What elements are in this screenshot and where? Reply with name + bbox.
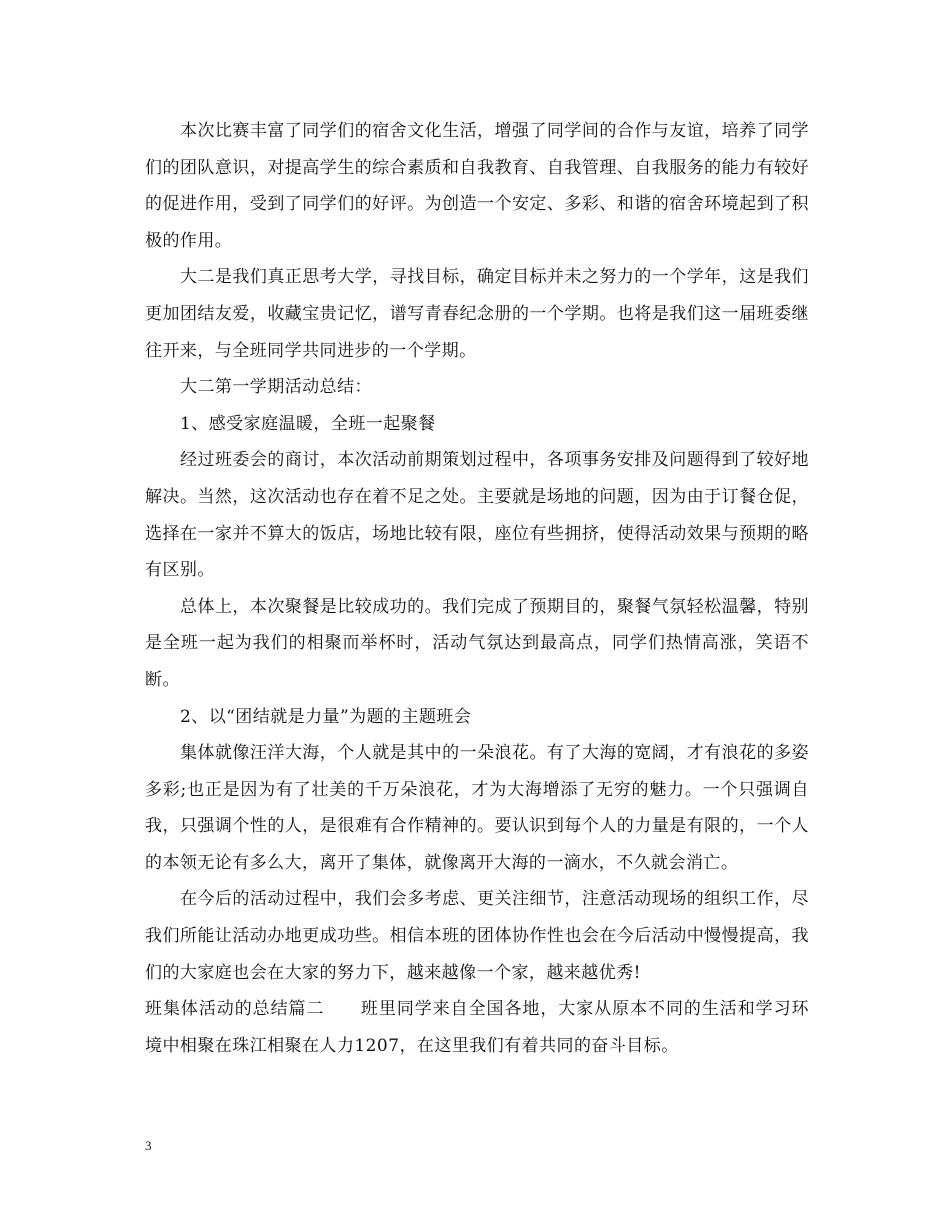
page-number: 3 [145,1138,152,1153]
paragraph-closing [145,991,809,1064]
paragraph-future-activities: 在今后的活动过程中，我们会多考虑、更关注细节，注意活动现场的组织工作，尽我们所能让活动办地更成功些。相信本班的团体协作性也会在今后活动中慢慢提高，我们的大家庭也会在大家的努力下，越来越像一个家，越来越优秀! [145,889,809,983]
paragraph-sophomore-year: 大二是我们真正思考大学，寻找目标，确定目标并未之努力的一个学年，这是我们更加团结友爱，收藏宝贵记忆，谱写青春纪念册的一个学期。也将是我们这一届班委继往开来，与全班同学共同进步的一个学期。 [145,267,809,361]
heading-class-dinner: 1、感受家庭温暖，全班一起聚餐 [180,413,436,434]
document-body [145,113,809,1064]
paragraph-dinner-success: 总体上，本次聚餐是比较成功的。我们完成了预期目的，聚餐气氛轻松温馨，特别是全班一起为我们的相聚而举杯时，活动气氛达到最高点，同学们热情高涨，笑语不断。 [145,596,809,690]
paragraph-competition-summary: 本次比赛丰富了同学们的宿舍文化生活，增强了同学间的合作与友谊，培养了同学们的团队意识，对提高学生的综合素质和自我教育、自我管理、自我服务的能力有较好的促进作用，受到了同学们的好评。为创造一个安定、多彩、和谐的宿舍环境起到了积极的作用。 [145,121,809,251]
closing-heading: 班集体活动的总结篇二 [145,999,325,1020]
closing-text: 班里同学来自全国各地，大家从原本不同的生活和学习环境中相聚在珠江相聚在人力1207，在这里我们有着共同的奋斗目标。 [145,999,810,1056]
paragraph-dinner-planning: 经过班委会的商讨，本次活动前期策划过程中，各项事务安排及问题得到了较好地解决。当然，这次活动也存在着不足之处。主要就是场地的问题，因为由于订餐仓促，选择在一家并不算大的饭店，场地比较有限，座位有些拥挤，使得活动效果与预期的略有区别。 [145,450,809,581]
heading-first-semester-summary: 大二第一学期活动总结： [180,377,372,398]
paragraph-collective-ocean: 集体就像汪洋大海，个人就是其中的一朵浪花。有了大海的宽阔，才有浪花的多姿多彩;也正是因为有了壮美的千万朵浪花，才为大海增添了无穷的魅力。一个只强调自我，只强调个性的人，是很难有合作精神的。要认识到每个人的力量是有限的，一个人的本领无论有多么大，离开了集体，就像离开大海的一滴水，不久就会消亡。 [145,743,809,873]
heading-theme-class-meeting: 2、以“团结就是力量”为题的主题班会 [180,706,472,727]
